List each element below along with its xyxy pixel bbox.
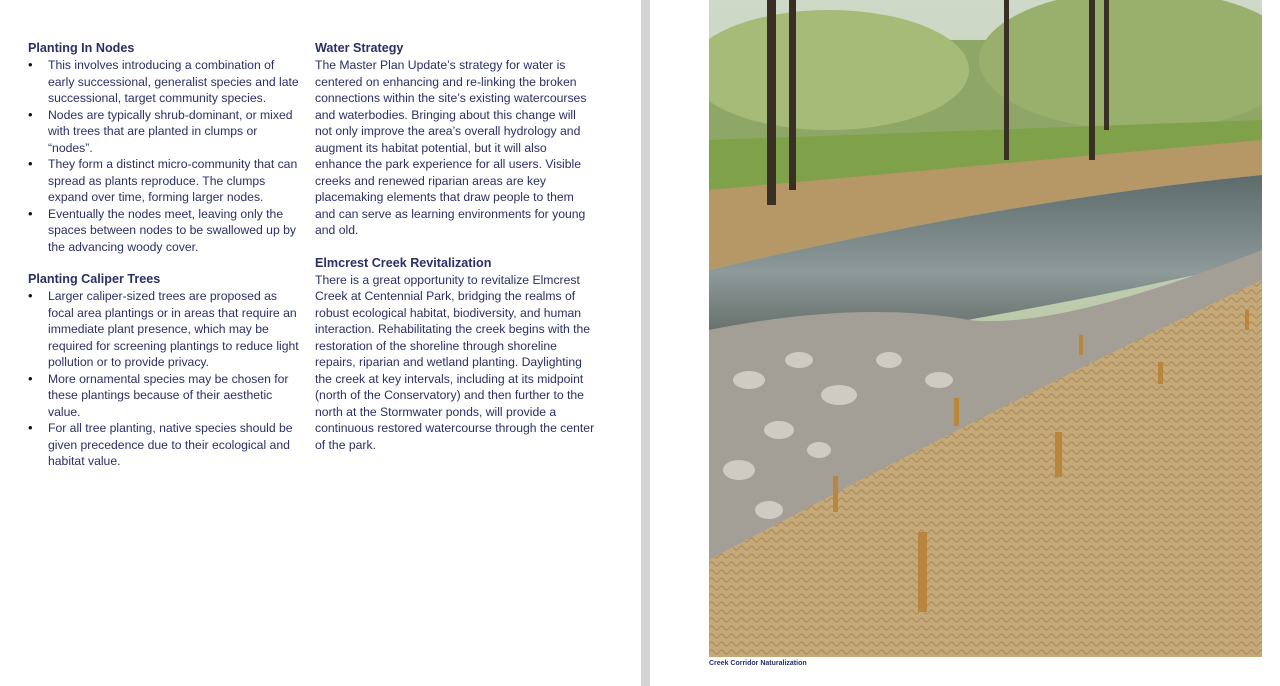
caliper-heading: Planting Caliper Trees: [28, 272, 161, 286]
caliper-list: [28, 288, 303, 470]
right-text-column: [315, 40, 595, 453]
left-text-column: [28, 40, 303, 470]
list-item: • Nodes are typically shrub-dominant, or mixed with trees that are planted in clumps or “nodes”.: [28, 107, 303, 157]
photo-caption: Creek Corridor Naturalization: [709, 660, 807, 667]
nodes-heading: Planting In Nodes: [28, 41, 135, 55]
list-item: • For all tree planting, native species should be given precedence due to their ecological and habitat value.: [28, 420, 303, 470]
list-item: • Eventually the nodes meet, leaving only the spaces between nodes to be swallowed up by the advancing woody cover.: [28, 206, 303, 256]
list-item: • More ornamental species may be chosen for these plantings because of their aesthetic value.: [28, 371, 303, 421]
page-gutter: [641, 0, 650, 686]
list-item: • They form a distinct micro-community that can spread as plants reproduce. The clumps expand over time, forming larger nodes.: [28, 156, 303, 206]
water-paragraph: The Master Plan Update’s strategy for water is centered on enhancing and re-linking the broken connections within the site’s existing watercourses and waterbodies. Bringing about this change will not only improve the area’s overall hydrology and augment its habitat potential, but it will also enhance the park experience for all users. Visible creeks and renewed riparian areas are key placemaking elements that draw people to them and can serve as learning environments for young and old.: [315, 58, 587, 237]
list-item: • This involves introducing a combination of early successional, generalist species and late successional, target community species.: [28, 57, 303, 107]
creek-paragraph: There is a great opportunity to revitalize Elmcrest Creek at Centennial Park, bridging the realms of robust ecological habitat, biodiversity, and human interaction. Rehabilitating the creek begins with the restoration of the shoreline through shoreline repairs, riparian and wetland planting. Daylighting the creek at key intervals, including at its midpoint (north of the Conservatory) and then further to the north at the Stormwater ponds, will provide a continuous restored watercourse through the center of the park.: [315, 272, 595, 452]
list-item: • Larger caliper-sized trees are proposed as focal area plantings or in areas that require an immediate plant presence, which may be required for screening plantings to reduce light pollution or to provide privacy.: [28, 288, 303, 371]
nodes-list: [28, 57, 303, 255]
creek-heading: Elmcrest Creek Revitalization: [315, 255, 492, 270]
water-heading: Water Strategy: [315, 41, 404, 55]
creek-photo: [709, 0, 1262, 657]
